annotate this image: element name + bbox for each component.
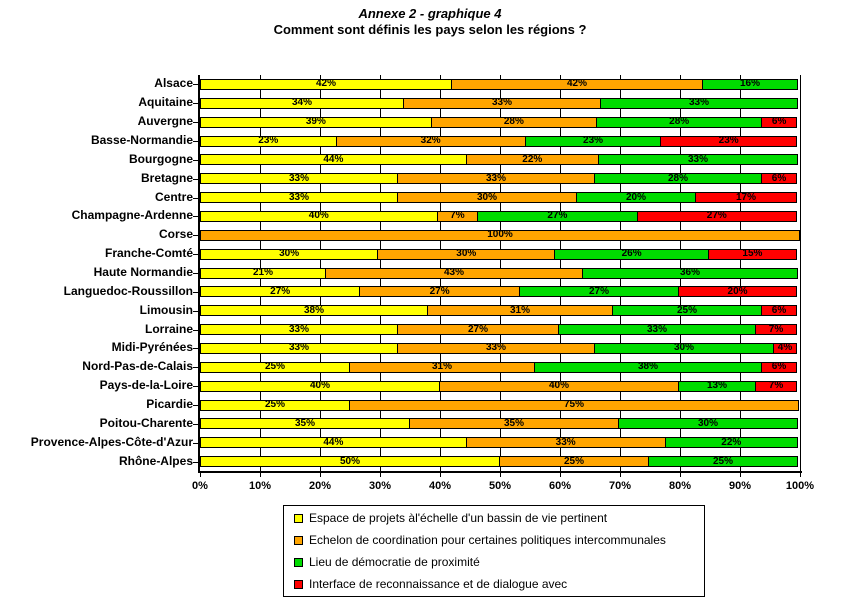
segment-value-label: 13% xyxy=(706,380,728,392)
bar-segment xyxy=(200,154,467,165)
legend-item xyxy=(284,529,704,551)
segment-value-label: 28% xyxy=(669,116,690,128)
bar-segment xyxy=(525,136,662,147)
bar-segment xyxy=(660,136,797,147)
bar-segment xyxy=(403,98,601,109)
bar-segment xyxy=(618,418,798,429)
bar-segment xyxy=(377,249,555,260)
region-label: Alsace xyxy=(154,76,193,91)
y-axis-labels xyxy=(0,75,193,471)
bar-segment xyxy=(499,456,649,467)
x-tick-mark xyxy=(680,473,681,477)
bar-row xyxy=(200,343,800,354)
plot-area xyxy=(200,75,800,471)
segment-value-label: 33% xyxy=(555,436,576,448)
x-tick-mark xyxy=(380,473,381,477)
bar-segment xyxy=(200,249,378,260)
x-tick-label: 90% xyxy=(728,480,752,492)
bar-segment xyxy=(761,117,797,128)
x-tick-label: 100% xyxy=(785,480,815,492)
region-label: Centre xyxy=(154,189,193,204)
x-tick-mark xyxy=(200,473,201,477)
bar-segment xyxy=(409,418,619,429)
x-tick-label: 50% xyxy=(488,480,512,492)
segment-value-label: 42% xyxy=(315,78,337,90)
bar-segment xyxy=(200,324,398,335)
legend-label: Echelon de coordination pour certaines politiques intercommunales xyxy=(309,533,666,547)
segment-value-label: 40% xyxy=(548,380,570,392)
legend-swatch xyxy=(294,514,303,523)
region-label: Aquitaine xyxy=(138,95,193,110)
region-label: Midi-Pyrénées xyxy=(111,340,193,355)
segment-value-label: 30% xyxy=(279,248,300,260)
bar-row xyxy=(200,154,800,165)
segment-value-label: 4% xyxy=(777,342,793,354)
bar-segment xyxy=(200,437,467,448)
segment-value-label: 33% xyxy=(688,97,710,109)
segment-value-label: 44% xyxy=(323,153,344,165)
segment-value-label: 25% xyxy=(264,361,286,373)
segment-value-label: 32% xyxy=(420,135,441,146)
bar-row xyxy=(200,249,800,260)
segment-value-label: 27% xyxy=(467,323,489,335)
category-tick xyxy=(193,311,200,312)
segment-value-label: 33% xyxy=(288,342,310,354)
segment-value-label: 7% xyxy=(450,210,465,222)
x-axis xyxy=(192,473,815,503)
segment-value-label: 26% xyxy=(621,248,642,260)
x-tick-mark xyxy=(800,473,801,477)
bar-segment xyxy=(200,117,432,128)
category-tick xyxy=(193,216,200,217)
region-label: Champagne-Ardenne xyxy=(71,208,193,223)
category-tick xyxy=(193,179,200,180)
segment-value-label: 33% xyxy=(288,191,310,203)
legend-item xyxy=(284,551,704,573)
category-tick xyxy=(193,462,200,463)
region-label: Lorraine xyxy=(144,321,193,336)
segment-value-label: 33% xyxy=(485,172,507,184)
category-tick xyxy=(193,405,200,406)
x-tick-mark xyxy=(500,473,501,477)
category-tick xyxy=(193,424,200,425)
category-tick xyxy=(193,292,200,293)
bar-segment xyxy=(466,154,599,165)
bar-segment xyxy=(761,173,797,184)
bar-row xyxy=(200,192,800,203)
bar-segment xyxy=(576,192,696,203)
segment-value-label: 22% xyxy=(721,436,742,448)
bar-segment xyxy=(397,343,595,354)
segment-value-label: 25% xyxy=(264,399,286,410)
bar-segment xyxy=(665,437,798,448)
bar-row xyxy=(200,437,800,448)
x-tick-label: 80% xyxy=(668,480,692,492)
segment-value-label: 33% xyxy=(646,323,668,335)
segment-value-label: 38% xyxy=(637,361,659,373)
region-label: Picardie xyxy=(146,397,193,411)
bar-row xyxy=(200,211,800,222)
segment-value-label: 27% xyxy=(429,285,450,297)
region-label: Pays-de-la-Loire xyxy=(99,378,193,393)
segment-value-label: 35% xyxy=(294,417,316,429)
segment-value-label: 34% xyxy=(291,97,313,109)
bar-segment xyxy=(534,362,762,373)
region-label: Provence-Alpes-Côte-d'Azur xyxy=(30,434,193,449)
bar-segment xyxy=(695,192,797,203)
x-tick-mark xyxy=(320,473,321,477)
segment-value-label: 7% xyxy=(768,380,784,392)
x-tick-mark xyxy=(560,473,561,477)
category-tick xyxy=(193,122,200,123)
x-tick-mark xyxy=(440,473,441,477)
bar-segment xyxy=(349,400,799,411)
segment-value-label: 25% xyxy=(676,304,698,316)
segment-value-label: 23% xyxy=(583,135,604,146)
category-tick xyxy=(193,235,200,236)
bar-segment xyxy=(582,268,798,279)
bar-segment xyxy=(451,79,703,90)
x-tick-mark xyxy=(260,473,261,477)
bar-row xyxy=(200,324,800,335)
category-tick xyxy=(193,160,200,161)
bar-row xyxy=(200,268,800,279)
bar-row xyxy=(200,381,800,392)
segment-value-label: 43% xyxy=(443,267,465,278)
bar-segment xyxy=(678,381,756,392)
bar-row xyxy=(200,305,800,316)
segment-value-label: 33% xyxy=(485,342,507,354)
segment-value-label: 40% xyxy=(308,210,329,222)
segment-value-label: 30% xyxy=(673,342,695,354)
category-tick xyxy=(193,348,200,349)
region-label: Nord-Pas-de-Calais xyxy=(82,359,193,374)
category-tick xyxy=(193,198,200,199)
x-tick-label: 10% xyxy=(248,480,272,492)
bar-segment xyxy=(200,400,350,411)
bar-segment xyxy=(755,381,797,392)
bar-row xyxy=(200,418,800,429)
region-label: Rhône-Alpes xyxy=(118,453,193,468)
bar-segment xyxy=(349,362,535,373)
bar-segment xyxy=(200,173,398,184)
bar-row xyxy=(200,98,800,109)
bar-segment xyxy=(637,211,797,222)
x-tick-label: 70% xyxy=(608,480,632,492)
bar-segment xyxy=(678,286,797,297)
region-label: Bourgogne xyxy=(129,151,193,166)
segment-value-label: 44% xyxy=(323,436,344,448)
bar-segment xyxy=(200,343,398,354)
segment-value-label: 22% xyxy=(522,153,543,165)
region-label: Poitou-Charente xyxy=(99,415,193,430)
bar-segment xyxy=(200,305,428,316)
segment-value-label: 20% xyxy=(727,285,748,297)
bar-row xyxy=(200,286,800,297)
bar-segment xyxy=(594,343,774,354)
category-tick xyxy=(193,367,200,368)
segment-value-label: 27% xyxy=(547,210,568,222)
segment-value-label: 27% xyxy=(706,210,727,222)
bar-segment xyxy=(600,98,798,109)
segment-value-label: 42% xyxy=(566,78,588,90)
segment-value-label: 6% xyxy=(771,116,787,128)
bar-segment xyxy=(200,418,410,429)
bar-segment xyxy=(200,286,360,297)
segment-value-label: 39% xyxy=(305,116,326,128)
bar-segment xyxy=(200,211,438,222)
segment-value-label: 28% xyxy=(503,116,524,128)
category-tick xyxy=(193,386,200,387)
segment-value-label: 27% xyxy=(270,285,291,297)
bar-row xyxy=(200,362,800,373)
bar-segment xyxy=(397,173,595,184)
region-label: Haute Normandie xyxy=(93,265,193,279)
region-label: Basse-Normandie xyxy=(90,133,193,147)
region-label: Corse xyxy=(158,227,193,242)
legend-label: Lieu de démocratie de proximité xyxy=(309,555,480,569)
gridline xyxy=(800,75,801,471)
bar-segment xyxy=(596,117,762,128)
segment-value-label: 6% xyxy=(771,361,787,373)
bar-segment xyxy=(773,343,797,354)
segment-value-label: 20% xyxy=(625,191,647,203)
bar-segment xyxy=(200,381,440,392)
segment-value-label: 33% xyxy=(288,172,310,184)
bar-segment xyxy=(761,362,797,373)
legend-swatch xyxy=(294,536,303,545)
bar-segment xyxy=(397,324,559,335)
segment-value-label: 7% xyxy=(768,323,784,335)
segment-value-label: 17% xyxy=(735,191,757,203)
legend-label: Espace de projets àl'échelle d'un bassin de vie pertinent xyxy=(309,511,608,525)
segment-value-label: 38% xyxy=(303,304,325,316)
segment-value-label: 23% xyxy=(718,135,739,146)
bar-segment xyxy=(612,305,762,316)
segment-value-label: 50% xyxy=(339,455,361,467)
bar-segment xyxy=(477,211,637,222)
bar-segment xyxy=(437,211,479,222)
segment-value-label: 23% xyxy=(258,135,279,146)
x-tick-label: 60% xyxy=(548,480,572,492)
bar-row xyxy=(200,117,800,128)
bar-segment xyxy=(708,249,797,260)
segment-value-label: 35% xyxy=(503,417,525,429)
segment-value-label: 25% xyxy=(712,455,734,467)
category-tick xyxy=(193,330,200,331)
segment-value-label: 21% xyxy=(252,267,274,278)
category-tick xyxy=(193,103,200,104)
bar-segment xyxy=(200,230,800,241)
segment-value-label: 75% xyxy=(563,399,585,410)
category-tick xyxy=(193,141,200,142)
segment-value-label: 100% xyxy=(487,229,513,241)
x-tick-mark xyxy=(620,473,621,477)
bar-segment xyxy=(325,268,583,279)
legend xyxy=(283,505,705,597)
legend-swatch xyxy=(294,580,303,589)
bar-segment xyxy=(554,249,708,260)
bar-segment xyxy=(755,324,797,335)
region-label: Auvergne xyxy=(137,114,193,129)
bar-segment xyxy=(648,456,798,467)
region-label: Limousin xyxy=(139,302,193,317)
segment-value-label: 36% xyxy=(679,267,701,278)
bar-segment xyxy=(519,286,679,297)
segment-value-label: 15% xyxy=(742,248,763,260)
bar-segment xyxy=(200,79,452,90)
bar-segment xyxy=(466,437,666,448)
bar-segment xyxy=(200,362,350,373)
bar-segment xyxy=(761,305,797,316)
bar-segment xyxy=(702,79,798,90)
bar-segment xyxy=(397,192,577,203)
bar-segment xyxy=(200,136,337,147)
segment-value-label: 6% xyxy=(771,304,787,316)
category-tick xyxy=(193,273,200,274)
region-label: Bretagne xyxy=(140,170,193,185)
bar-row xyxy=(200,456,800,467)
segment-value-label: 33% xyxy=(491,97,513,109)
segment-value-label: 40% xyxy=(309,380,331,392)
bar-row xyxy=(200,173,800,184)
segment-value-label: 33% xyxy=(288,323,310,335)
x-tick-label: 30% xyxy=(368,480,392,492)
category-tick xyxy=(193,84,200,85)
chart-subtitle: Comment sont définis les pays selon les régions ? xyxy=(273,22,587,37)
bar-segment xyxy=(359,286,519,297)
bar-row xyxy=(200,230,800,241)
segment-value-label: 6% xyxy=(771,172,787,184)
chart-title: Annexe 2 - graphique 4 xyxy=(358,6,502,21)
x-tick-label: 40% xyxy=(428,480,452,492)
legend-swatch xyxy=(294,558,303,567)
bar-row xyxy=(200,79,800,90)
region-label: Languedoc-Roussillon xyxy=(63,283,193,298)
segment-value-label: 30% xyxy=(697,417,719,429)
bar-segment xyxy=(427,305,613,316)
bar-segment xyxy=(336,136,526,147)
bar-row xyxy=(200,400,800,411)
segment-value-label: 28% xyxy=(667,172,689,184)
bar-row xyxy=(200,136,800,147)
segment-value-label: 30% xyxy=(456,248,477,260)
legend-label: Interface de reconnaissance et de dialogue avec xyxy=(309,577,568,591)
segment-value-label: 16% xyxy=(739,78,761,90)
legend-item xyxy=(284,507,704,529)
category-tick xyxy=(193,254,200,255)
segment-value-label: 27% xyxy=(588,285,609,297)
bar-segment xyxy=(594,173,762,184)
segment-value-label: 25% xyxy=(563,455,585,467)
legend-item xyxy=(284,573,704,595)
segment-value-label: 31% xyxy=(431,361,453,373)
region-label: Franche-Comté xyxy=(104,246,193,261)
category-tick xyxy=(193,443,200,444)
bar-segment xyxy=(200,192,398,203)
x-tick-mark xyxy=(740,473,741,477)
x-tick-label: 20% xyxy=(308,480,332,492)
segment-value-label: 33% xyxy=(687,153,708,165)
bar-segment xyxy=(200,98,404,109)
bar-segment xyxy=(558,324,756,335)
bar-segment xyxy=(200,268,326,279)
bar-segment xyxy=(200,456,500,467)
bar-segment xyxy=(439,381,679,392)
x-tick-label: 0% xyxy=(192,480,208,492)
bar-segment xyxy=(598,154,798,165)
segment-value-label: 31% xyxy=(509,304,531,316)
bar-segment xyxy=(431,117,597,128)
segment-value-label: 30% xyxy=(476,191,498,203)
